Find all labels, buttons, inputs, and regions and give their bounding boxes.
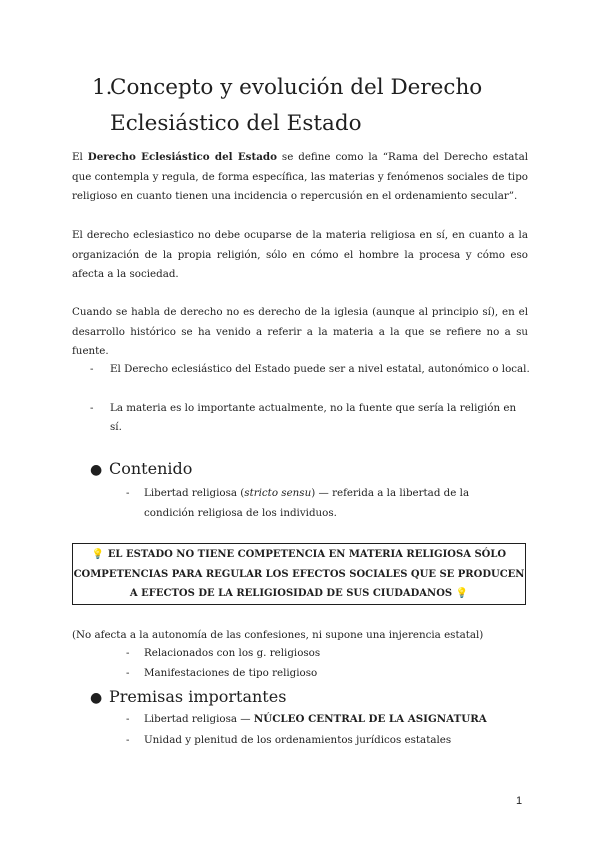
bullet-icon: ● [90, 462, 103, 478]
paragraph-historia: Cuando se habla de derecho no es derecho de la iglesia (aunque al principio sí), en el desarrollo histórico se ha venido a referir a la materia a la que se refiere no a su fuente. [72, 306, 528, 357]
dash-marker: - [90, 363, 94, 375]
dash-marker: - [90, 402, 94, 414]
defined-term: Derecho Eclesiástico del Estado [87, 151, 277, 163]
note-text: (No afecta a la autonomía de las confesiones, ni supone una injerencia estatal) [72, 629, 484, 641]
list-item: - El Derecho eclesiástico del Estado puede ser a nivel estatal, autonómico o local. [90, 360, 530, 379]
callout-text: EL ESTADO NO TIENE COMPETENCIA EN MATERIA RELIGIOSA SÓLO COMPETENCIAS PARA REGULAR LOS EFECTOS SOCIALES QUE SE PRODUCEN A EFECTOS DE LA RELIGIOSIDAD DE SUS CIUDADANOS [73, 549, 525, 599]
list-item: - Manifestaciones de tipo religioso [126, 664, 506, 684]
list-item: - La materia es lo importante actualmente, no la fuente que sería la religión en sí. [90, 399, 530, 437]
lightbulb-icon: 💡 [91, 549, 105, 560]
section-number: 1. [92, 75, 113, 100]
dash-marker: - [126, 734, 130, 746]
callout-box [72, 543, 526, 605]
paragraph-definition: El Derecho Eclesiástico del Estado se define como la “Rama del Derecho estatal que contempla y regula, de forma específica, las materias y fenómenos sociales de tipo religioso en cuanto tienen una incidencia o repercusión en el ordenamiento secular”. [72, 151, 529, 202]
bullet-icon: ● [90, 690, 103, 706]
page-number: 1 [516, 795, 523, 807]
dash-marker: - [126, 713, 130, 725]
list-item: - Unidad y plenitud de los ordenamientos jurídicos estatales [126, 731, 506, 751]
subheading-contenido: ● Contenido [90, 458, 192, 481]
lightbulb-icon: 💡 [455, 588, 469, 599]
dash-marker: - [126, 647, 130, 659]
list-item: - Libertad religiosa — NÚCLEO CENTRAL DE LA ASIGNATURA [126, 710, 506, 730]
list-item: - Relacionados con los g. religiosos [126, 644, 506, 664]
subheading-premisas: ● Premisas importantes [90, 686, 286, 709]
section-title: Concepto y evolución del Derecho Eclesiástico del Estado [110, 75, 483, 136]
section-heading [92, 70, 542, 142]
paragraph-objeto: El derecho eclesiastico no debe ocuparse de la materia religiosa en sí, en cuanto a la organización de la propia religión, sólo en cómo el hombre la procesa y cómo eso afecta a la sociedad. [72, 229, 528, 280]
list-item: - Libertad religiosa (stricto sensu) — referida a la libertad de la condición religiosa de los individuos. [126, 484, 506, 523]
dash-marker: - [126, 487, 130, 499]
dash-marker: - [126, 667, 130, 679]
